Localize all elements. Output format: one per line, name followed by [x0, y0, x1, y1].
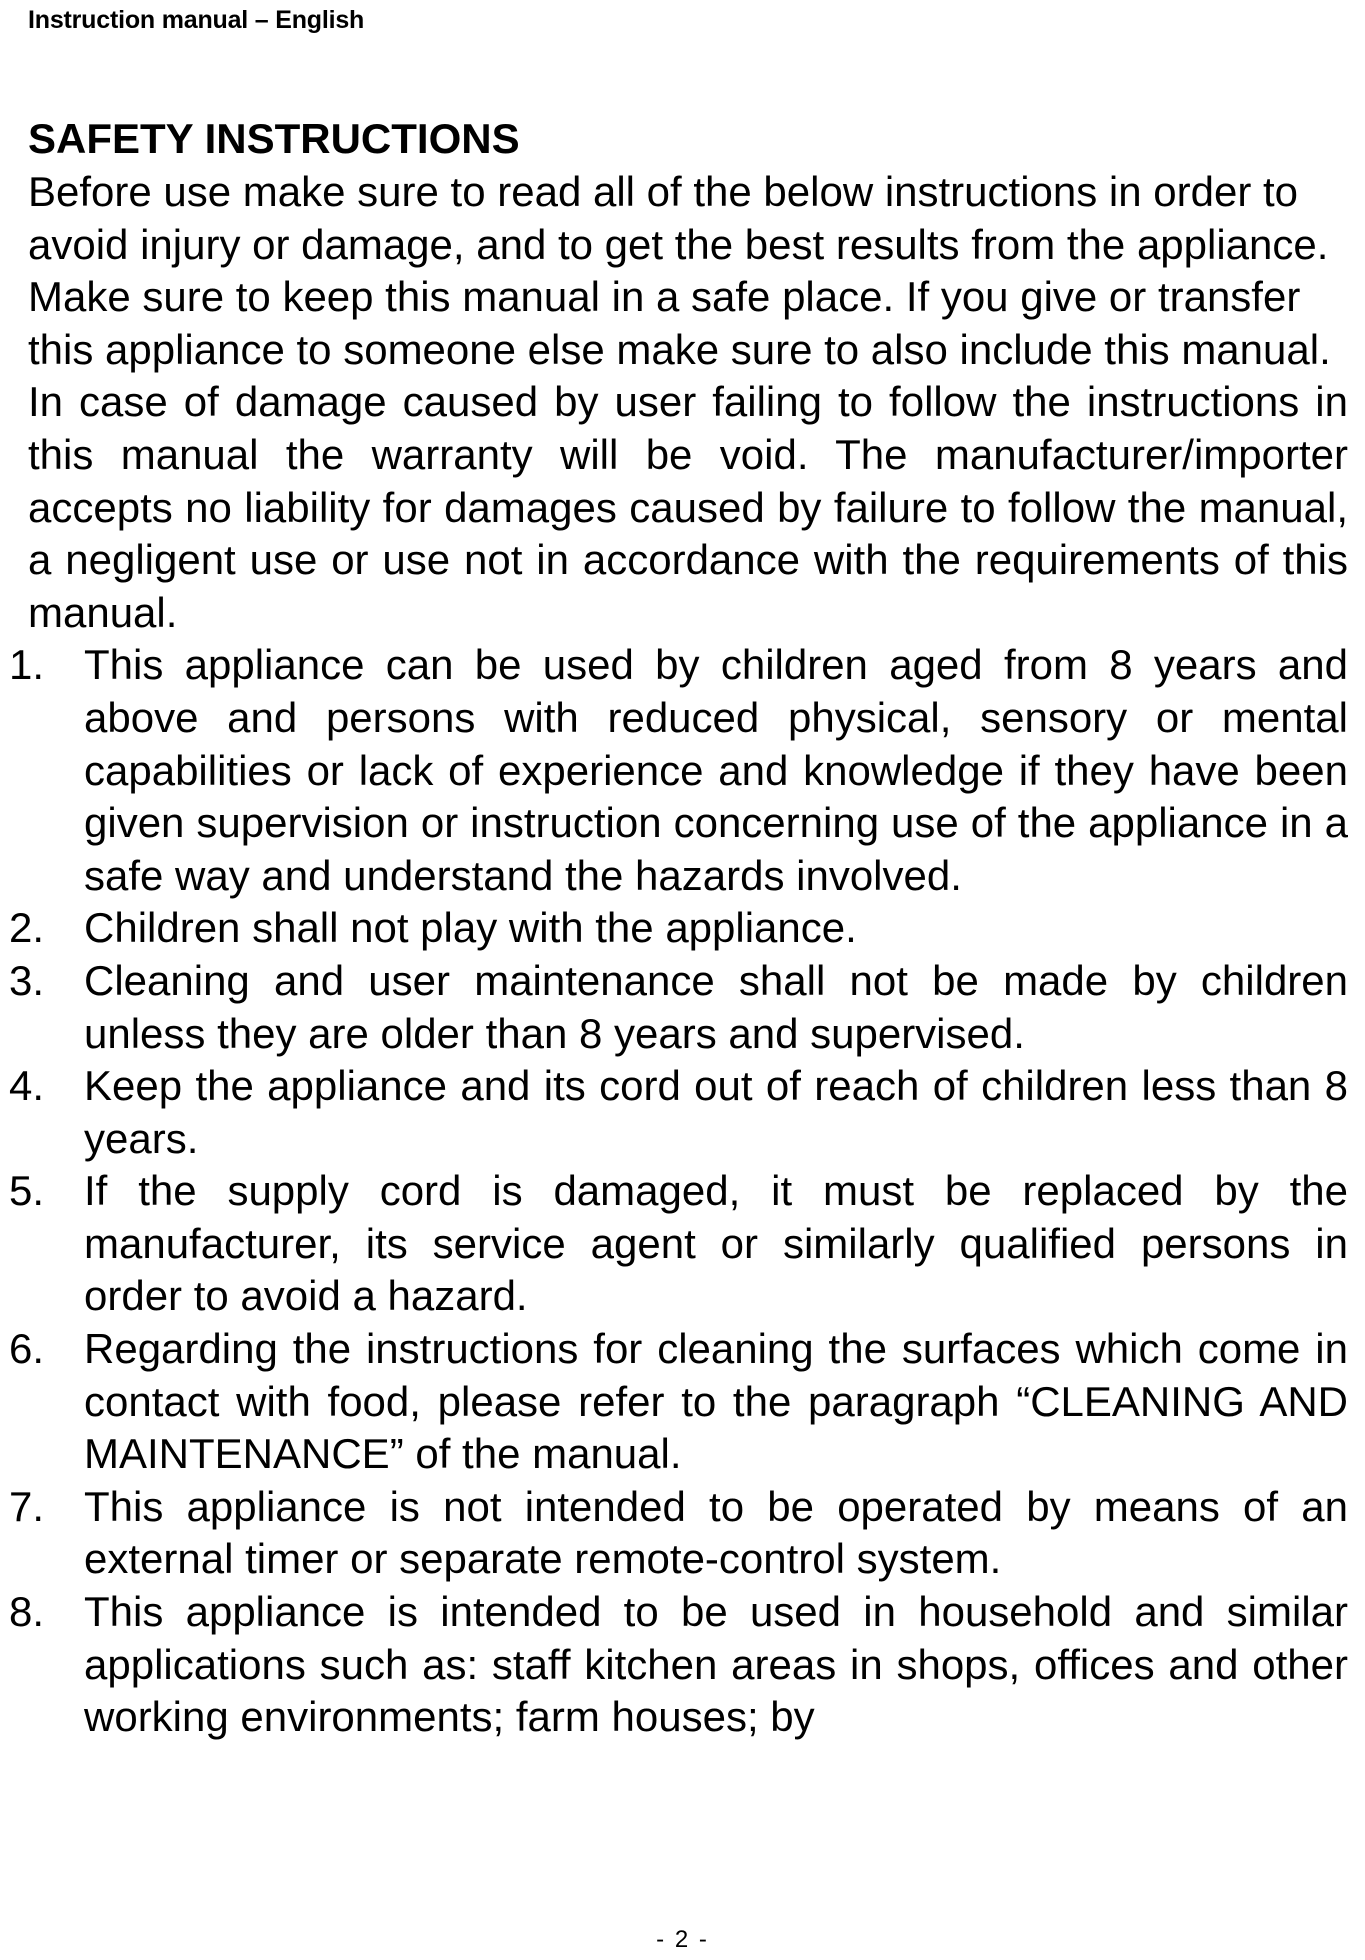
- instruction-item-2: [9, 902, 1348, 955]
- instruction-text: This appliance is not intended to be operated by means of an external timer or separate remote-control system.: [84, 1482, 1348, 1583]
- instruction-item-6: [9, 1323, 1348, 1481]
- instruction-text: Children shall not play with the appliance.: [84, 904, 857, 952]
- instruction-item-4: [9, 1060, 1348, 1165]
- instruction-text: If the supply cord is damaged, it must be replaced by the manufacturer, its service agent or similarly qualified persons in order to avoid a hazard.: [84, 1167, 1348, 1320]
- instruction-item-1: [9, 639, 1348, 902]
- safety-section: [9, 112, 1348, 1744]
- instruction-item-8: [9, 1586, 1348, 1744]
- instruction-text: Cleaning and user maintenance shall not be made by children unless they are older than 8 years and supervised.: [84, 956, 1348, 1057]
- instruction-item-7: [9, 1481, 1348, 1586]
- instruction-list: [9, 639, 1348, 1743]
- instruction-number: 1.: [9, 641, 45, 689]
- instruction-item-5: [9, 1165, 1348, 1323]
- instruction-number: 3.: [9, 956, 45, 1004]
- page-number: - 2 -: [656, 1926, 709, 1953]
- instruction-number: 6.: [9, 1325, 45, 1373]
- instruction-text: Regarding the instructions for cleaning the surfaces which come in contact with food, please refer to the paragraph “CLEANING AND MAINTENANCE” of the manual.: [84, 1325, 1348, 1478]
- instruction-number: 2.: [9, 904, 45, 952]
- manual-header: Instruction manual – English: [28, 6, 365, 34]
- section-title: SAFETY INSTRUCTIONS: [28, 115, 520, 162]
- instruction-number: 7.: [9, 1482, 45, 1530]
- instruction-number: 5.: [9, 1167, 45, 1215]
- intro-paragraph-1: Before use make sure to read all of the below instructions in order to avoid injury or damage, and to get the best results from the appliance. Make sure to keep this manual in a safe place. If you give or transfer this appliance to someone else make sure to also include this manual.: [28, 168, 1331, 373]
- instruction-text: This appliance is intended to be used in household and similar applications such as: staff kitchen areas in shops, offices and other working environments; farm houses; by: [84, 1588, 1348, 1741]
- instruction-number: 8.: [9, 1588, 45, 1636]
- instruction-number: 4.: [9, 1062, 45, 1110]
- instruction-text: This appliance can be used by children aged from 8 years and above and persons with reduced physical, sensory or mental capabilities or lack of experience and knowledge if they have been given supervision or instruction concerning use of the appliance in a safe way and understand the hazards involved.: [84, 641, 1348, 899]
- instruction-text: Keep the appliance and its cord out of reach of children less than 8 years.: [84, 1062, 1348, 1162]
- instruction-item-3: [9, 955, 1348, 1060]
- intro-paragraph-2: In case of damage caused by user failing to follow the instructions in this manual the warranty will be void. The manufacturer/importer accepts no liability for damages caused by failure to follow the manual, a negligent use or use not in accordance with the requirements of this manual.: [28, 378, 1348, 636]
